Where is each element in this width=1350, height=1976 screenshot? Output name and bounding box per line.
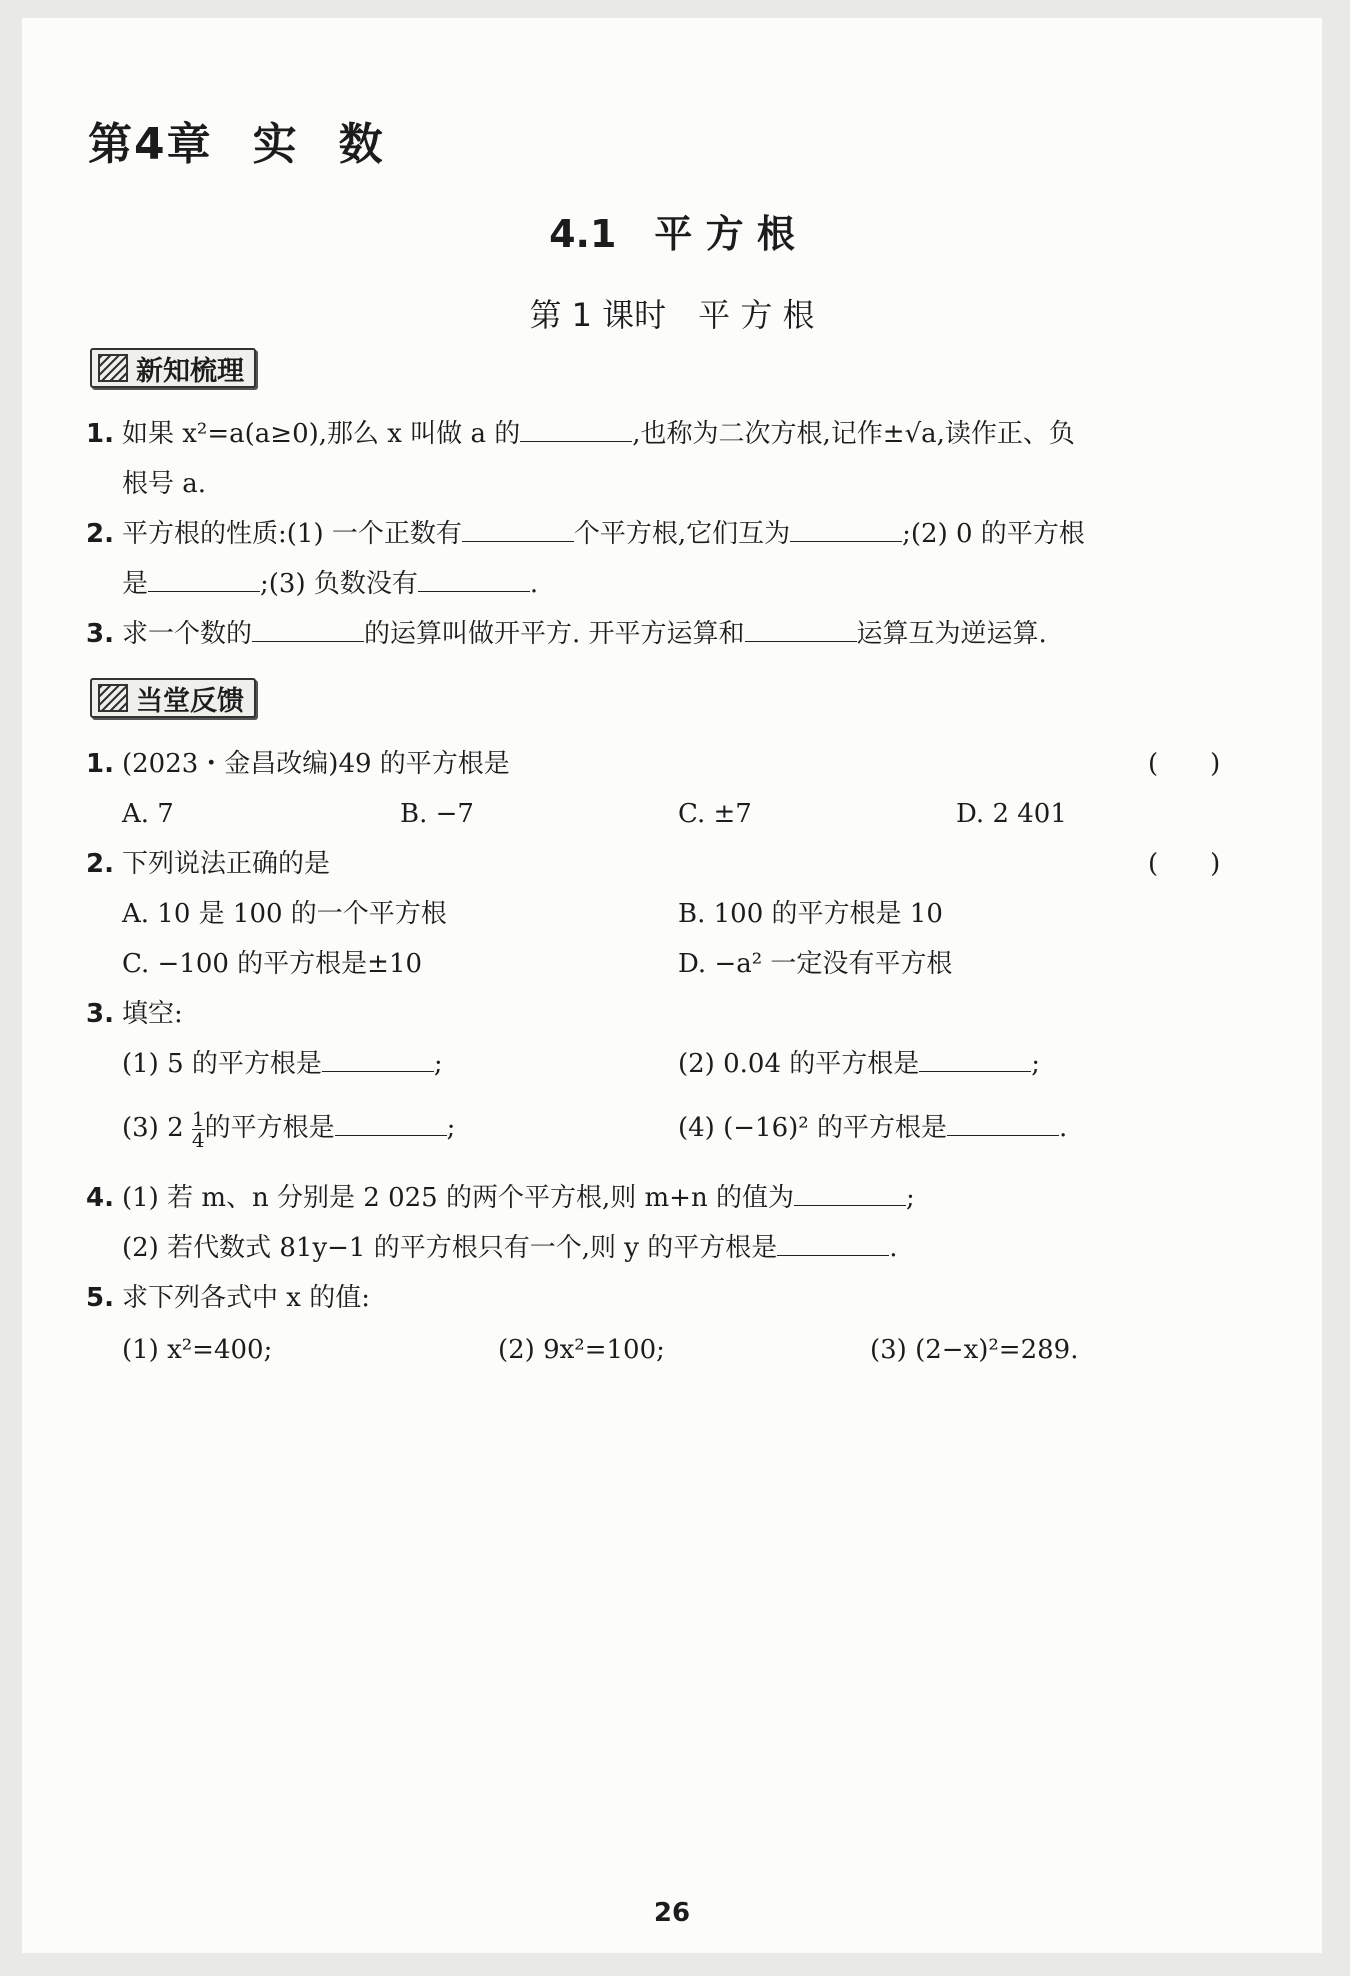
chapter-number: 第4章 [88,119,213,170]
new-knowledge-tag [90,348,256,388]
page [22,18,1322,1953]
feedback-label: 当堂反馈 [136,685,244,717]
page-number: 26 [653,1898,691,1928]
question-2-stem: 2. 下列说法正确的是 [86,849,331,879]
q2-option-c: C. −100 的平方根是±10 [122,949,423,979]
question-4-part-1: 4. (1) 若 m、n 分别是 2 025 的两个平方根,则 m+n 的值为 ; [86,1178,915,1218]
blank[interactable] [418,565,530,592]
chapter-word-2: 数 [338,119,385,170]
lesson-title: 第 1 课时 平 方 根 [529,296,815,334]
chapter-word-1: 实 [252,119,299,170]
q5-part-3: (3) (2−x)²=289. [870,1335,1079,1365]
q5-part-1: (1) x²=400; [122,1335,273,1365]
question-4-part-2: (2) 若代数式 81y−1 的平方根只有一个,则 y 的平方根是 . [122,1228,897,1268]
blank[interactable] [745,615,857,642]
blank[interactable] [148,565,260,592]
q3-part-3: (3) 2 $\frac{1}{4}$ 的平方根是 ; [122,1106,456,1152]
q1-option-d: D. 2 401 [956,799,1067,829]
blank[interactable] [335,1109,447,1136]
new-knowledge-label: 新知梳理 [136,355,244,387]
blank[interactable] [790,515,902,542]
answer-paren-2[interactable]: ( ) [1148,849,1221,879]
question-5-stem: 5. 求下列各式中 x 的值: [86,1283,370,1313]
knowledge-item-1: 1. 如果 x²=a(a≥0),那么 x 叫做 a 的 ,也称为二次方根,记作±√a,读作正、负 [86,414,1075,454]
q1-option-a: A. 7 [122,799,174,829]
q3-part-2: (2) 0.04 的平方根是 ; [678,1044,1040,1084]
q5-part-2: (2) 9x²=100; [498,1335,665,1365]
blank[interactable] [919,1045,1031,1072]
pencil-icon [98,684,128,712]
q3-part-4: (4) (−16)² 的平方根是 . [678,1108,1067,1148]
chapter-title [88,108,385,172]
question-1-stem: 1. (2023・金昌改编)49 的平方根是 [86,749,510,779]
q1-option-c: C. ±7 [678,799,752,829]
book-icon [98,354,128,382]
knowledge-item-2: 2. 平方根的性质:(1) 一个正数有 个平方根,它们互为 ;(2) 0 的平方根 [86,514,1085,554]
q2-option-b: B. 100 的平方根是 10 [678,899,943,929]
q2-option-a: A. 10 是 100 的一个平方根 [122,899,447,929]
blank[interactable] [322,1045,434,1072]
q2-option-d: D. −a² 一定没有平方根 [678,949,953,979]
section-title: 4.1 平 方 根 [549,212,795,256]
question-3-stem: 3. 填空: [86,999,183,1029]
q3-part-1: (1) 5 的平方根是 ; [122,1044,443,1084]
blank[interactable] [947,1109,1059,1136]
blank[interactable] [252,615,364,642]
feedback-tag [90,678,256,718]
knowledge-item-3: 3. 求一个数的 的运算叫做开平方. 开平方运算和 运算互为逆运算. [86,614,1047,654]
blank[interactable] [520,415,632,442]
blank[interactable] [794,1179,906,1206]
mixed-fraction: $\frac{1}{4}$ [191,1106,205,1152]
blank[interactable] [777,1229,889,1256]
answer-paren-1[interactable]: ( ) [1148,749,1221,779]
blank[interactable] [462,515,574,542]
knowledge-item-1-cont: 根号 a. [122,469,207,499]
knowledge-item-2-cont: 是 ;(3) 负数没有 . [122,564,538,604]
q1-option-b: B. −7 [400,799,474,829]
